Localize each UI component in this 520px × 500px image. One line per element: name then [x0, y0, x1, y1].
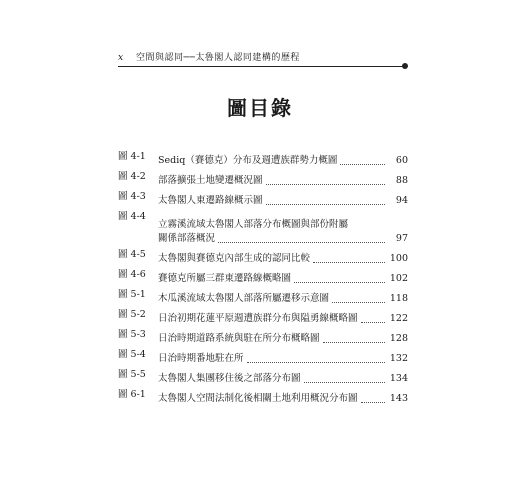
dot-leader [304, 382, 385, 383]
dot-leader [323, 342, 385, 343]
dot-leader [361, 402, 385, 403]
toc-entry-title: 太魯閣人空間法制化後相關土地利用概況分布圖 [158, 393, 358, 404]
toc-entry-number: 圖 5-3 [118, 329, 146, 340]
dot-leader [266, 184, 385, 185]
toc-entry[interactable] [118, 208, 408, 246]
toc-entry-title: 木瓜溪流域太魯閣人部落所屬遷移示意圖 [158, 293, 330, 304]
toc-entry-page: 143 [389, 393, 408, 404]
toc-entry-number: 圖 5-5 [118, 369, 146, 380]
toc-entry-number: 圖 5-1 [118, 289, 146, 300]
toc-entry-title: 賽德克所屬三群東遷路線概略圖 [158, 273, 292, 284]
toc-entry-number: 圖 4-5 [118, 249, 146, 260]
toc-entry-page: 100 [389, 253, 408, 264]
dot-leader [247, 362, 385, 363]
list-of-figures-heading: 圖目錄 [227, 96, 293, 120]
toc-entry-page: 132 [389, 353, 408, 364]
toc-entry-page: 97 [395, 233, 408, 244]
toc-entry-number: 圖 4-6 [118, 269, 146, 280]
toc-entry[interactable] [118, 188, 408, 208]
toc-entry[interactable] [118, 326, 408, 346]
toc-entry-title: 部落擴張土地變遷概況圖 [158, 175, 263, 186]
toc-entry-page: 60 [395, 155, 408, 166]
toc-entry-number: 圖 5-2 [118, 309, 146, 320]
toc-entry[interactable] [118, 306, 408, 326]
toc-entry-number: 圖 4-2 [118, 171, 146, 182]
dot-leader [332, 302, 385, 303]
toc-entry[interactable] [118, 266, 408, 286]
toc-entry-title: 太魯閣與賽德克內部生成的認同比較 [158, 253, 311, 264]
header-rule [118, 66, 404, 67]
toc-entry-title-line1: 立霧溪流域太魯閣人部落分布概圖與部份附屬 [158, 219, 349, 230]
toc-entry-title: Sediq（賽德克）分布及週遭族群勢力概圖 [158, 155, 338, 166]
toc-entry-number: 圖 4-3 [118, 191, 146, 202]
dot-leader [361, 322, 385, 323]
toc-entry-page: 118 [389, 293, 408, 304]
toc-entry-title-line2: 關係部落概況 [158, 233, 216, 244]
toc-entry-page: 102 [389, 273, 408, 284]
dot-leader [218, 242, 385, 243]
toc-entry[interactable] [118, 246, 408, 266]
toc-entry-title: 日治初期花蓮平原週遭族群分布與隘勇線概略圖 [158, 313, 358, 324]
header-book-title: 空間與認同──太魯閣人認同建構的歷程 [136, 53, 300, 63]
toc-entry-page: 134 [389, 373, 408, 384]
header-rule-dot [402, 63, 408, 69]
dot-leader [266, 204, 385, 205]
toc-entry[interactable] [118, 148, 408, 168]
toc-entry-title: 太魯閣人集團移住後之部落分布圖 [158, 373, 301, 384]
toc-entry-page: 122 [389, 313, 408, 324]
toc-entry-number: 圖 5-4 [118, 349, 146, 360]
toc-entry[interactable] [118, 168, 408, 188]
toc-entry[interactable] [118, 346, 408, 366]
toc-entry[interactable] [118, 386, 408, 406]
dot-leader [294, 282, 385, 283]
toc-entry-title: 日治時期番地駐在所 [158, 353, 244, 364]
toc-entry-page: 88 [395, 175, 408, 186]
toc-entry-number: 圖 4-1 [118, 151, 146, 162]
running-header [118, 52, 406, 66]
header-page-number: x [118, 53, 124, 63]
dot-leader [340, 164, 385, 165]
toc-entry-title: 太魯閣人東遷路線概示圖 [158, 195, 263, 206]
toc-entry[interactable] [118, 366, 408, 386]
dot-leader [313, 262, 385, 263]
list-of-figures [118, 148, 408, 406]
toc-entry-title: 日治時期道路系統與駐在所分布概略圖 [158, 333, 320, 344]
toc-entry-number: 圖 6-1 [118, 389, 146, 400]
toc-entry[interactable] [118, 286, 408, 306]
toc-entry-page: 128 [389, 333, 408, 344]
toc-entry-page: 94 [395, 195, 408, 206]
toc-entry-number: 圖 4-4 [118, 211, 146, 222]
